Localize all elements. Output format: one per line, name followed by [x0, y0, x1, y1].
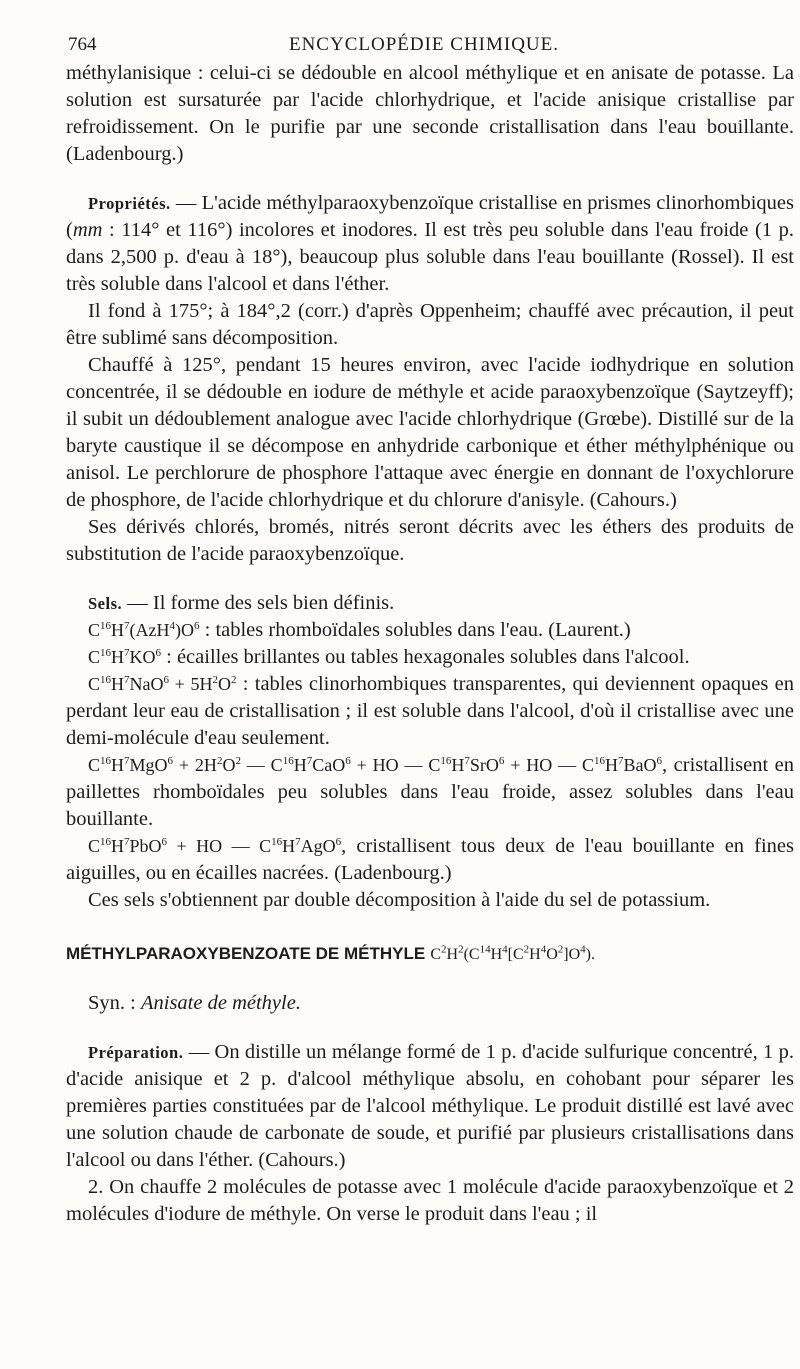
- proprietes-mm: mm: [72, 219, 103, 241]
- proprietes-paragraph: [66, 190, 794, 298]
- proprietes-text-a: — L'acide méthylparaoxybenzoïque cristallise en prismes clinorhombiques (: [66, 192, 794, 241]
- salt-potassium: [66, 644, 794, 671]
- page-header: [68, 28, 780, 60]
- decomposition-paragraph: Chauffé à 125°, pendant 15 heures environ, avec l'acide iodhydrique en solution concentrée, il se dédouble en iodure de méthyle et acide paraoxybenzoïque (Saytzeyff); il subit un dédoublement analogue avec l'acide chlorhydrique (Grœbe). Distillé sur de la baryte caustique il se décompose en anhydride carbonique et éther méthylphénique ou anisol. Le perchlorure de phosphore l'attaque avec énergie en donnant de l'oxychlorure de phosphore, de l'acide chlorhydrique et du chlorure d'anisyle. (Cahours.): [66, 354, 794, 511]
- salt-ammonium-text: : tables rhomboïdales solubles dans l'eau. (Laurent.): [199, 619, 631, 641]
- salt-alkaline-earth: [66, 752, 794, 833]
- formula-alkaline-earth: $C^{16}H^7MgO^6 + 2H^2O^2$ — $C^{16}H^7CaO^6$ + HO — $C^{16}H^7SrO^6$ + HO — $C^{16}H^7BaO^6$: [88, 755, 663, 775]
- formula-sodium: $C^{16}H^7NaO^6 + 5H^2O^2$: [88, 674, 237, 694]
- sels-heading: Sels.: [88, 594, 123, 613]
- page-body: [66, 60, 794, 1228]
- melting-paragraph: Il fond à 175°; à 184°,2 (corr.) d'après Oppenheim; chauffé avec précaution, il peut être sublimé sans décomposition.: [66, 300, 794, 349]
- sels-intro: — Il forme des sels bien définis.: [122, 592, 395, 614]
- salt-sodium: [66, 671, 794, 752]
- proprietes-text-b: : 114° et 116°) incolores et inodores. Il est très peu soluble dans l'eau froide (1 p. dans 2,500 p. d'eau à 18°), beaucoup plus soluble dans l'eau bouillante (Rossel). Il est très soluble dans l'alcool et dans l'éther.: [66, 219, 794, 295]
- formula-potassium: $C^{16}H^7KO^6$: [88, 647, 162, 667]
- preparation-paragraph: [66, 1039, 794, 1174]
- ester-formula: $C^2H^2(C^{14}H^4[C^2H^4O^2]O^4)$.: [430, 943, 595, 963]
- proprietes-heading: Propriétés.: [88, 194, 171, 213]
- derivatives-paragraph: Ses dérivés chlorés, bromés, nitrés seront décrits avec les éthers des produits de substitution de l'acide paraoxybenzoïque.: [66, 516, 794, 565]
- salt-ammonium: [66, 617, 794, 644]
- running-title: ENCYCLOPÉDIE CHIMIQUE.: [288, 34, 560, 55]
- ester-title: MÉTHYLPARAOXYBENZOATE DE MÉTHYLE: [66, 944, 426, 963]
- formula-ammonium: $C^{16}H^7(AzH^4)O^6$: [88, 620, 200, 640]
- salt-potassium-text: : écailles brillantes ou tables hexagonales solubles dans l'alcool.: [161, 646, 690, 668]
- preparation-method-2: 2. On chauffe 2 molécules de potasse avec 1 molécule d'acide paraoxybenzoïque et 2 molécules d'iodure de méthyle. On verse le produit dans l'eau ; il: [66, 1176, 794, 1225]
- page-number: 764: [68, 34, 97, 55]
- synonym-line: [66, 990, 794, 1017]
- preparation-heading: Préparation.: [88, 1043, 184, 1062]
- synonym-value: Anisate de méthyle.: [140, 992, 301, 1014]
- synonym-label: Syn. :: [88, 992, 141, 1014]
- ester-title-line: [66, 940, 794, 968]
- formula-lead-silver: $C^{16}H^7PbO^6$ + HO — $C^{16}H^7AgO^6$: [88, 836, 342, 856]
- salt-sodium-text: : tables clinorhombiques transparentes, qui deviennent opaques en perdant leur eau de cristallisation ; il est soluble dans l'alcool, d'où il cristallise avec une demi-molécule d'eau seulement.: [66, 673, 794, 749]
- salt-lead-silver-text: , cristallisent tous deux de l'eau bouillante en fines aiguilles, ou en écailles nacrées. (Ladenbourg.): [66, 835, 795, 884]
- salt-lead-silver: [66, 833, 794, 887]
- preparation-text: — On distille un mélange formé de 1 p. d'acide sulfurique concentré, 1 p. d'acide anisique et 2 p. d'alcool méthylique absolu, en cohobant pour séparer les premières parties constituées par de l'alcool méthylique. Le produit distillé est lavé avec une solution chaude de carbonate de soude, et purifié par plusieurs cristallisations dans l'alcool ou dans l'éther. (Cahours.): [66, 1041, 794, 1171]
- salt-preparation-note: Ces sels s'obtiennent par double décomposition à l'aide du sel de potassium.: [88, 889, 711, 911]
- salt-alkaline-earth-text: , cristallisent en paillettes rhomboïdales peu solubles dans l'eau froide, assez solubles dans l'eau bouillante.: [66, 754, 795, 830]
- paragraph-continuation: méthylanisique : celui-ci se dédouble en alcool méthylique et en anisate de potasse. La solution est sursaturée par l'acide chlorhydrique, et l'acide anisique cristallise par refroidissement. On le purifie par une seconde cristallisation dans l'eau bouillante. (Ladenbourg.): [66, 62, 794, 165]
- sels-paragraph: [66, 590, 794, 617]
